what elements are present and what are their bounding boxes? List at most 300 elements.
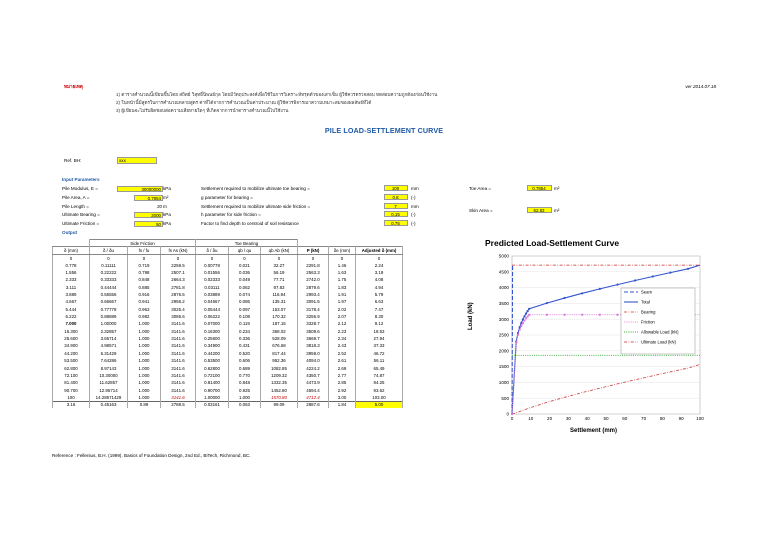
table-cell: 1570.80 bbox=[261, 394, 298, 401]
series-point-1 bbox=[599, 288, 601, 290]
table-cell: 0.719 bbox=[128, 262, 161, 269]
table-cell: 0.925 bbox=[229, 386, 261, 393]
input-friction[interactable]: 50 bbox=[134, 221, 163, 227]
table-cell: 0.06222 bbox=[196, 313, 229, 320]
table-cell: 1.000 bbox=[128, 350, 161, 357]
x-tick-label: 20 bbox=[547, 416, 553, 421]
table-cell: 0.22222 bbox=[90, 269, 128, 276]
table-cell: 0.234 bbox=[229, 328, 261, 335]
table-cell: 153.07 bbox=[261, 306, 298, 313]
input-label-area: Pile Area, A = bbox=[62, 195, 90, 200]
table-cell: 0.44200 bbox=[196, 350, 229, 357]
table-cell: 0 bbox=[261, 254, 298, 261]
table-cell: 32.27 bbox=[261, 262, 298, 269]
table-cell: 0 bbox=[128, 254, 161, 261]
series-point-3 bbox=[616, 314, 618, 316]
input-label-bearing: Ultimate Bearing = bbox=[62, 212, 100, 217]
series-point-3 bbox=[525, 317, 527, 319]
table-row bbox=[53, 306, 403, 313]
table-cell: 2.02 bbox=[329, 306, 356, 313]
table-cell: 3141.6 bbox=[161, 320, 196, 327]
table-cell: 7.64286 bbox=[90, 357, 128, 364]
table-cell: 4224.2 bbox=[298, 364, 329, 371]
table-row bbox=[53, 291, 403, 298]
table-cell: 77.71 bbox=[261, 276, 298, 283]
table-cell: 0.074 bbox=[229, 291, 261, 298]
y-tick-label: 2500 bbox=[498, 332, 509, 338]
table-cell: 2291.8 bbox=[298, 262, 329, 269]
y-tick-label: 0 bbox=[506, 411, 509, 417]
table-cell: 0.89 bbox=[128, 401, 161, 408]
table-cell: 3.16 bbox=[53, 401, 90, 408]
mid-label-3: Settlement required to mobilize ultimate side friction = bbox=[201, 204, 311, 209]
table-cell: 135.31 bbox=[261, 298, 298, 305]
table-cell: 1332.35 bbox=[261, 379, 298, 386]
table-cell: 12.95714 bbox=[90, 386, 128, 393]
y-tick-label: 5000 bbox=[498, 253, 509, 259]
table-cell: 56.19 bbox=[261, 269, 298, 276]
table-cell: 6.31429 bbox=[90, 350, 128, 357]
table-cell: 16.300 bbox=[53, 328, 90, 335]
series-point-3 bbox=[511, 413, 513, 415]
col-header: P (kN) bbox=[298, 247, 329, 254]
note-line-3: 3) ผู้เขียนจะไม่รับผิดชอบต่อความเสียหายใดๆ ที่เกิดจากการนำตารางคำนวณนี้ไปใช้งาน bbox=[116, 108, 289, 113]
series-point-1 bbox=[563, 297, 565, 299]
table-cell: 3141.6 bbox=[161, 342, 196, 349]
table-cell: 0 bbox=[53, 254, 90, 261]
table-cell: 1.97 bbox=[329, 298, 356, 305]
table-cell: 5.444 bbox=[53, 306, 90, 313]
table-cell: 1.000 bbox=[128, 379, 161, 386]
table-cell: 3086.6 bbox=[161, 313, 196, 320]
table-cell: 116.94 bbox=[261, 291, 298, 298]
table-cell: 1.63 bbox=[329, 269, 356, 276]
series-point-3 bbox=[528, 314, 530, 316]
table-cell: 0 bbox=[90, 254, 128, 261]
table-cell: 1.556 bbox=[53, 269, 90, 276]
series-point-1 bbox=[687, 268, 689, 270]
table-cell: 0.53500 bbox=[196, 357, 229, 364]
table-cell: 0.520 bbox=[229, 350, 261, 357]
table-cell: 0.34900 bbox=[196, 342, 229, 349]
input-area[interactable]: 0.7854 bbox=[134, 195, 163, 201]
table-group-header bbox=[53, 240, 403, 247]
col-header: δ / δu bbox=[196, 247, 229, 254]
x-tick-label: 80 bbox=[659, 416, 665, 421]
x-tick-label: 40 bbox=[584, 416, 590, 421]
series-point-3 bbox=[599, 314, 601, 316]
col-header: Adjusted δ (mm) bbox=[356, 247, 403, 254]
table-header-row bbox=[53, 247, 403, 254]
table-cell: 11.62857 bbox=[90, 379, 128, 386]
table-cell: 4594.4 bbox=[298, 386, 329, 393]
y-tick-label: 500 bbox=[501, 395, 509, 401]
table-cell: 2.23 bbox=[329, 328, 356, 335]
table-cell: 93.62 bbox=[356, 386, 403, 393]
table-cell: 0.88889 bbox=[90, 313, 128, 320]
table-cell: 0.55556 bbox=[90, 291, 128, 298]
col-header: fs / fu bbox=[128, 247, 161, 254]
table-cell: 2.61 bbox=[329, 357, 356, 364]
table-cell: 0.336 bbox=[229, 335, 261, 342]
x-tick-label: 90 bbox=[678, 416, 684, 421]
table-row bbox=[53, 276, 403, 283]
table-cell: 3178.4 bbox=[298, 306, 329, 313]
mid-unit-3: mm bbox=[411, 204, 419, 209]
table-cell: 27.94 bbox=[356, 335, 403, 342]
y-tick-label: 2000 bbox=[498, 348, 509, 354]
series-point-1 bbox=[616, 284, 618, 286]
series-point-3 bbox=[563, 314, 565, 316]
table-cell: 99.09 bbox=[261, 401, 298, 408]
table-cell: 2.24 bbox=[356, 262, 403, 269]
mid-input-1[interactable]: 100 bbox=[384, 185, 408, 191]
table-cell: 1.000 bbox=[128, 394, 161, 401]
table-cell: 2742.0 bbox=[298, 276, 329, 283]
series-point-1 bbox=[523, 315, 525, 317]
group-toe-bearing: Toe Bearing bbox=[196, 240, 298, 247]
table-cell: 0.049 bbox=[229, 276, 261, 283]
series-point-1 bbox=[525, 312, 527, 314]
table-row bbox=[53, 350, 403, 357]
series-point-3 bbox=[515, 341, 517, 343]
table-cell: 1.000 bbox=[128, 357, 161, 364]
table-row bbox=[53, 269, 403, 276]
table-row bbox=[53, 262, 403, 269]
table-cell: 0.05444 bbox=[196, 306, 229, 313]
legend-label: Ultimate Load (kN) bbox=[641, 339, 676, 345]
output-section-label: Output bbox=[62, 230, 78, 235]
table-cell: 676.68 bbox=[261, 342, 298, 349]
table-cell: 18.53 bbox=[356, 328, 403, 335]
table-cell: 0.770 bbox=[229, 372, 261, 379]
table-cell: 0.04667 bbox=[196, 298, 229, 305]
table-cell: 37.33 bbox=[356, 342, 403, 349]
table-cell: 0.62800 bbox=[196, 364, 229, 371]
col-header: qb / qu bbox=[229, 247, 261, 254]
table-cell: 4.08 bbox=[356, 276, 403, 283]
table-cell: 4712.4 bbox=[298, 394, 329, 401]
table-cell: 3328.7 bbox=[298, 320, 329, 327]
table-cell: 7.47 bbox=[356, 306, 403, 313]
table-cell: 1.000 bbox=[128, 335, 161, 342]
table-cell: 2.92 bbox=[329, 386, 356, 393]
table-cell: 952.36 bbox=[261, 357, 298, 364]
table-cell: 2.85 bbox=[329, 379, 356, 386]
table-cell: 1452.80 bbox=[261, 386, 298, 393]
table-row bbox=[53, 284, 403, 291]
table-cell: 0.848 bbox=[128, 276, 161, 283]
table-cell: 0 bbox=[229, 254, 261, 261]
table-cell: 0.086 bbox=[229, 298, 261, 305]
table-cell: 0.81400 bbox=[196, 379, 229, 386]
table-cell: 3.65714 bbox=[90, 335, 128, 342]
table-cell: 0.16300 bbox=[196, 328, 229, 335]
table-cell: 0.02333 bbox=[196, 276, 229, 283]
table-row bbox=[53, 394, 403, 401]
table-cell: 1.000 bbox=[128, 372, 161, 379]
col-header: δ (mm) bbox=[53, 247, 90, 254]
col-header: δ / δu bbox=[90, 247, 128, 254]
result-row bbox=[53, 401, 403, 408]
table-row bbox=[53, 335, 403, 342]
skin-area-label: Skin Area = bbox=[469, 208, 493, 213]
y-tick-label: 3500 bbox=[498, 301, 509, 306]
legend-label: Bearing bbox=[641, 309, 656, 315]
table-cell: 2.07 bbox=[329, 313, 356, 320]
table-cell: 3.111 bbox=[53, 284, 90, 291]
table-cell: 0.097 bbox=[229, 306, 261, 313]
col-header: qb Ab (kN) bbox=[261, 247, 298, 254]
table-row bbox=[53, 379, 403, 386]
table-cell: 0.44444 bbox=[90, 284, 128, 291]
table-cell: 0.941 bbox=[128, 298, 161, 305]
input-bearing[interactable]: 2000 bbox=[134, 212, 163, 218]
mid-input-2[interactable]: 0.8 bbox=[384, 194, 408, 200]
y-tick-label: 1500 bbox=[498, 364, 509, 370]
output-table bbox=[52, 239, 403, 408]
input-modulus[interactable]: 30000000 bbox=[117, 186, 163, 192]
table-cell: 103.00 bbox=[356, 394, 403, 401]
table-cell: 4473.9 bbox=[298, 379, 329, 386]
table-row bbox=[53, 328, 403, 335]
table-cell: 1.75 bbox=[329, 276, 356, 283]
toe-area-label: Toe Area = bbox=[469, 186, 492, 191]
table-cell: 4350.7 bbox=[298, 372, 329, 379]
note-line-2: 2) ในหน้านี้มีสูตรในการคำนวณหลายสูตร ค่าที่ได้จากการคำนวณเป็นค่าประมาณ ผู้ใช้ควรพิจารณาความเหมาะสมของผลลัพธ์ที่ได้ bbox=[116, 100, 372, 105]
table-cell: 7.000 bbox=[53, 320, 90, 327]
ref-label: Ref. BH: bbox=[64, 158, 82, 163]
group-side-friction: Side Friction bbox=[90, 240, 196, 247]
table-cell: 0.03161 bbox=[196, 401, 229, 408]
table-cell: 4.94 bbox=[356, 284, 403, 291]
load-settlement-chart bbox=[478, 250, 710, 440]
unit-length: m bbox=[163, 204, 167, 209]
table-cell: 2.77 bbox=[329, 372, 356, 379]
table-row bbox=[53, 298, 403, 305]
table-cell: 3025.4 bbox=[161, 306, 196, 313]
table-cell: 44.200 bbox=[53, 350, 90, 357]
table-cell: 3141.6 bbox=[161, 386, 196, 393]
mid-label-5: Factor to find depth to centroid of soil resistance bbox=[201, 221, 299, 226]
mid-unit-5: (-) bbox=[411, 221, 416, 226]
series-point-1 bbox=[527, 310, 529, 312]
table-cell: 0.119 bbox=[229, 320, 261, 327]
x-tick-label: 60 bbox=[622, 416, 628, 421]
table-cell: 1.84 bbox=[329, 401, 356, 408]
table-cell: 0.03889 bbox=[196, 291, 229, 298]
table-cell: 3141.6 bbox=[161, 364, 196, 371]
table-cell: 2788.5 bbox=[161, 401, 196, 408]
table-cell: 0.798 bbox=[128, 269, 161, 276]
table-cell: 46.72 bbox=[356, 350, 403, 357]
table-cell: 170.32 bbox=[261, 313, 298, 320]
unit-friction: kPa bbox=[163, 221, 171, 226]
table-cell: 3959.0 bbox=[298, 350, 329, 357]
table-cell: 1.000 bbox=[128, 386, 161, 393]
table-cell: 2.32857 bbox=[90, 328, 128, 335]
adjusted-settlement-result: 5.00 bbox=[356, 401, 403, 408]
reference-text: Reference : Fellenius, B.H. (1999). Basics of Foundation Design, 2nd Ed., BiTech, Richmond, BC. bbox=[52, 453, 251, 458]
series-point-3 bbox=[546, 314, 548, 316]
series-point-3 bbox=[519, 329, 521, 331]
table-row bbox=[53, 342, 403, 349]
table-cell: 0.25600 bbox=[196, 335, 229, 342]
unit-area: m² bbox=[163, 195, 169, 200]
input-label-modulus: Pile Modulus, E = bbox=[62, 186, 98, 191]
table-cell: 2993.4 bbox=[298, 291, 329, 298]
page-title: PILE LOAD-SETTLEMENT CURVE bbox=[324, 126, 444, 135]
series-point-1 bbox=[634, 279, 636, 281]
y-axis-label: Load (kN) bbox=[468, 302, 474, 330]
y-tick-label: 3000 bbox=[498, 316, 509, 322]
ref-input[interactable]: xxx bbox=[117, 157, 157, 164]
table-cell: 3141.6 bbox=[161, 372, 196, 379]
table-row bbox=[53, 372, 403, 379]
table-cell: 1.91 bbox=[329, 291, 356, 298]
table-cell: 0.021 bbox=[229, 262, 261, 269]
table-cell: 2259.5 bbox=[161, 262, 196, 269]
table-cell: 0.66667 bbox=[90, 298, 128, 305]
table-cell: 1.00000 bbox=[90, 320, 128, 327]
table-cell: 0.063 bbox=[229, 401, 261, 408]
table-cell: 3141.6 bbox=[161, 350, 196, 357]
table-cell: 0.689 bbox=[229, 364, 261, 371]
table-cell: 1.000 bbox=[128, 364, 161, 371]
table-cell: 2956.2 bbox=[161, 298, 196, 305]
table-cell: 62.800 bbox=[53, 364, 90, 371]
table-cell: 0.07000 bbox=[196, 320, 229, 327]
chart-title: Predicted Load-Settlement Curve bbox=[485, 238, 620, 248]
table-cell: 0.108 bbox=[229, 313, 261, 320]
table-cell: 3669.7 bbox=[298, 335, 329, 342]
x-tick-label: 10 bbox=[528, 416, 534, 421]
table-cell: 1.000 bbox=[128, 342, 161, 349]
mid-unit-4: (-) bbox=[411, 212, 416, 217]
table-cell: 72.100 bbox=[53, 372, 90, 379]
table-cell: 1.000 bbox=[229, 394, 261, 401]
y-tick-label: 1000 bbox=[498, 380, 509, 385]
table-cell: 9.12 bbox=[356, 320, 403, 327]
table-cell: 528.09 bbox=[261, 335, 298, 342]
table-cell: 0.01556 bbox=[196, 269, 229, 276]
table-cell: 3141.6 bbox=[161, 394, 196, 401]
table-row bbox=[53, 386, 403, 393]
table-cell: 74.87 bbox=[356, 372, 403, 379]
table-cell: 53.500 bbox=[53, 357, 90, 364]
table-cell: 0.916 bbox=[128, 291, 161, 298]
table-cell: 0 bbox=[196, 254, 229, 261]
table-cell: 0.885 bbox=[128, 284, 161, 291]
table-cell: 0.00778 bbox=[196, 262, 229, 269]
mid-unit-2: (-) bbox=[411, 195, 416, 200]
series-point-1 bbox=[652, 275, 654, 277]
table-cell: 0 bbox=[161, 254, 196, 261]
table-cell: 2.34 bbox=[329, 335, 356, 342]
version-label: ver 2014.07.18 bbox=[685, 84, 716, 89]
table-row bbox=[53, 254, 403, 261]
table-cell: 1082.85 bbox=[261, 364, 298, 371]
table-cell: 2.69 bbox=[329, 364, 356, 371]
skin-area-unit: m² bbox=[554, 208, 560, 213]
table-cell: 2507.1 bbox=[161, 269, 196, 276]
table-cell: 4094.0 bbox=[298, 357, 329, 364]
note-line-1: 1) ตารางคำนวณนี้เขียนขึ้นโดย สถิตย์ วิสุทธิ์นิพนธ์กุล โดยมีวัตถุประสงค์เพื่อใช้ในการวิเคราะห์ทรุดตัวของเสาเข็ม ผู้ใช้ควรตรวจสอบ ทดสอบความถูกต้องก่อนใช้งาน bbox=[116, 92, 438, 97]
table-cell: 3141.6 bbox=[161, 357, 196, 364]
table-cell: 14.28571429 bbox=[90, 394, 128, 401]
table-cell: 0.036 bbox=[229, 269, 261, 276]
table-cell: 100 bbox=[53, 394, 90, 401]
series-point-3 bbox=[517, 334, 519, 336]
unit-modulus: kPa bbox=[163, 186, 171, 191]
table-cell: 4.667 bbox=[53, 298, 90, 305]
x-tick-label: 100 bbox=[696, 416, 704, 421]
table-cell: 0.778 bbox=[53, 262, 90, 269]
table-cell: 0.982 bbox=[128, 313, 161, 320]
series-point-3 bbox=[523, 319, 525, 321]
toe-area-unit: m² bbox=[554, 186, 560, 191]
table-cell: 0.606 bbox=[229, 357, 261, 364]
table-row bbox=[53, 357, 403, 364]
x-tick-label: 70 bbox=[641, 416, 647, 421]
input-label-length: Pile Length = bbox=[62, 204, 89, 209]
legend-label: Total bbox=[641, 299, 650, 305]
table-cell: 2876.5 bbox=[161, 291, 196, 298]
table-cell: 2563.3 bbox=[298, 269, 329, 276]
table-cell: 65.49 bbox=[356, 364, 403, 371]
series-point-3 bbox=[581, 314, 583, 316]
mid-label-2: g parameter for bearing = bbox=[201, 195, 253, 200]
table-cell: 0.11111 bbox=[90, 262, 128, 269]
table-cell: 2664.3 bbox=[161, 276, 196, 283]
x-tick-label: 50 bbox=[603, 416, 609, 421]
input-length[interactable]: 20 bbox=[157, 204, 162, 209]
table-cell: 368.02 bbox=[261, 328, 298, 335]
table-cell: 3818.3 bbox=[298, 342, 329, 349]
table-cell: 90.700 bbox=[53, 386, 90, 393]
table-cell: 0.848 bbox=[229, 379, 261, 386]
table-cell: 2.12 bbox=[329, 320, 356, 327]
table-cell: 5.79 bbox=[356, 291, 403, 298]
series-point-1 bbox=[546, 302, 548, 304]
table-cell: 0.77778 bbox=[90, 306, 128, 313]
table-cell: 6.63 bbox=[356, 298, 403, 305]
note-label: หมายเหตุ bbox=[64, 84, 83, 89]
table-cell: 817.44 bbox=[261, 350, 298, 357]
table-cell: 0.431 bbox=[229, 342, 261, 349]
y-tick-label: 4000 bbox=[498, 285, 509, 291]
table-cell: 1.83 bbox=[329, 284, 356, 291]
x-tick-label: 30 bbox=[565, 416, 571, 421]
table-cell: 3141.6 bbox=[161, 379, 196, 386]
legend-label: Allowable Load (kN) bbox=[641, 329, 679, 335]
mid-unit-1: mm bbox=[411, 186, 419, 191]
input-section-label: Input Parameters bbox=[62, 177, 100, 182]
mid-input-5[interactable]: 0.75 bbox=[384, 220, 408, 226]
table-cell: 0 bbox=[356, 254, 403, 261]
mid-input-4[interactable]: 0.15 bbox=[384, 211, 408, 217]
input-label-friction: Ultimate Friction = bbox=[62, 221, 100, 226]
legend-label: Friction bbox=[641, 319, 655, 325]
table-cell: 4.98571 bbox=[90, 342, 128, 349]
col-header: fs As (kN) bbox=[161, 247, 196, 254]
mid-input-3[interactable]: 7 bbox=[384, 203, 408, 209]
table-row bbox=[53, 364, 403, 371]
unit-bearing: kPa bbox=[163, 212, 171, 217]
table-cell: 6.222 bbox=[53, 313, 90, 320]
table-cell: 3509.6 bbox=[298, 328, 329, 335]
table-cell: 1.000 bbox=[128, 320, 161, 327]
